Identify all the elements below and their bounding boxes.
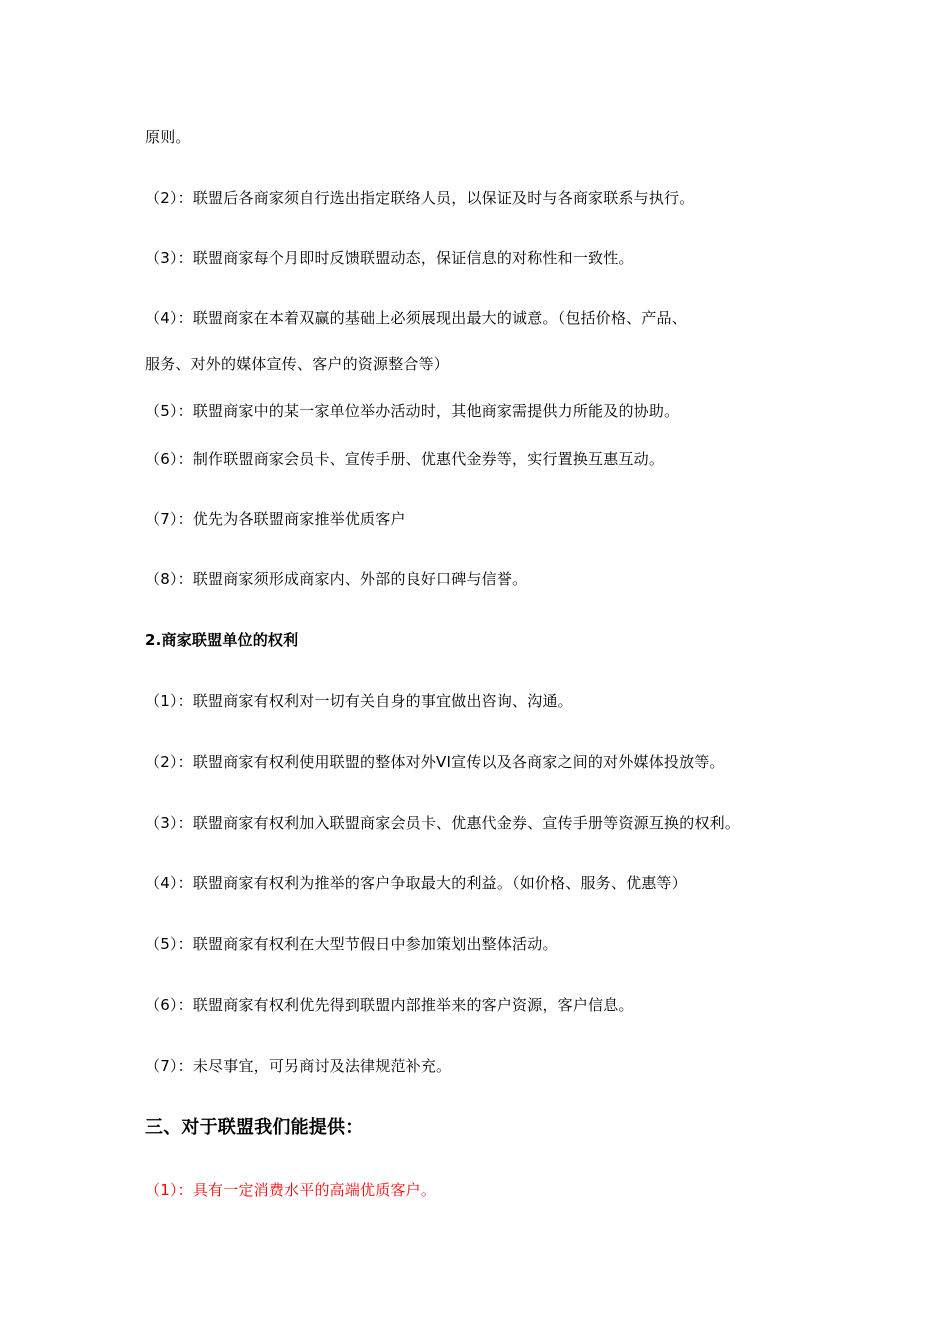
obligation-item-6: （6）：制作联盟商家会员卡、宣传手册、优惠代金券等，实行置换互惠互动。: [145, 450, 665, 468]
section-heading-offerings: 三、对于联盟我们能提供：: [145, 1117, 364, 1138]
obligation-item-5: （5）：联盟商家中的某一家单位举办活动时，其他商家需提供力所能及的协助。: [145, 402, 680, 420]
obligation-item-4-continued: 服务、对外的媒体宣传、客户的资源整合等）: [145, 355, 450, 373]
obligation-item-7: （7）：优先为各联盟商家推举优质客户: [145, 510, 406, 528]
section-heading-rights: 2.商家联盟单位的权利: [145, 631, 299, 649]
obligation-item-2: （2）：联盟后各商家须自行选出指定联络人员，以保证及时与各商家联系与执行。: [145, 189, 695, 207]
rights-item-2: （2）：联盟商家有权利使用联盟的整体对外VI宣传以及各商家之间的对外媒体投放等。: [145, 753, 725, 771]
rights-item-4: （4）：联盟商家有权利为推举的客户争取最大的利益。（如价格、服务、优惠等）: [145, 874, 687, 892]
rights-item-3: （3）：联盟商家有权利加入联盟商家会员卡、优惠代金券、宣传手册等资源互换的权利。: [145, 814, 741, 832]
obligation-item-8: （8）：联盟商家须形成商家内、外部的良好口碑与信誉。: [145, 570, 528, 588]
rights-item-5: （5）：联盟商家有权利在大型节假日中参加策划出整体活动。: [145, 935, 558, 953]
obligation-item-4: （4）：联盟商家在本着双赢的基础上必须展现出最大的诚意。（包括价格、产品、: [145, 309, 687, 327]
paragraph-principle-end: 原则。: [145, 128, 191, 146]
rights-item-1: （1）：联盟商家有权利对一切有关自身的事宜做出咨询、沟通。: [145, 692, 573, 710]
offering-item-1: （1）：具有一定消费水平的高端优质客户。: [145, 1181, 437, 1199]
obligation-item-3: （3）：联盟商家每个月即时反馈联盟动态，保证信息的对称性和一致性。: [145, 249, 634, 267]
rights-item-6: （6）：联盟商家有权利优先得到联盟内部推举来的客户资源，客户信息。: [145, 996, 634, 1014]
rights-item-7: （7）：未尽事宜，可另商讨及法律规范补充。: [145, 1057, 452, 1075]
